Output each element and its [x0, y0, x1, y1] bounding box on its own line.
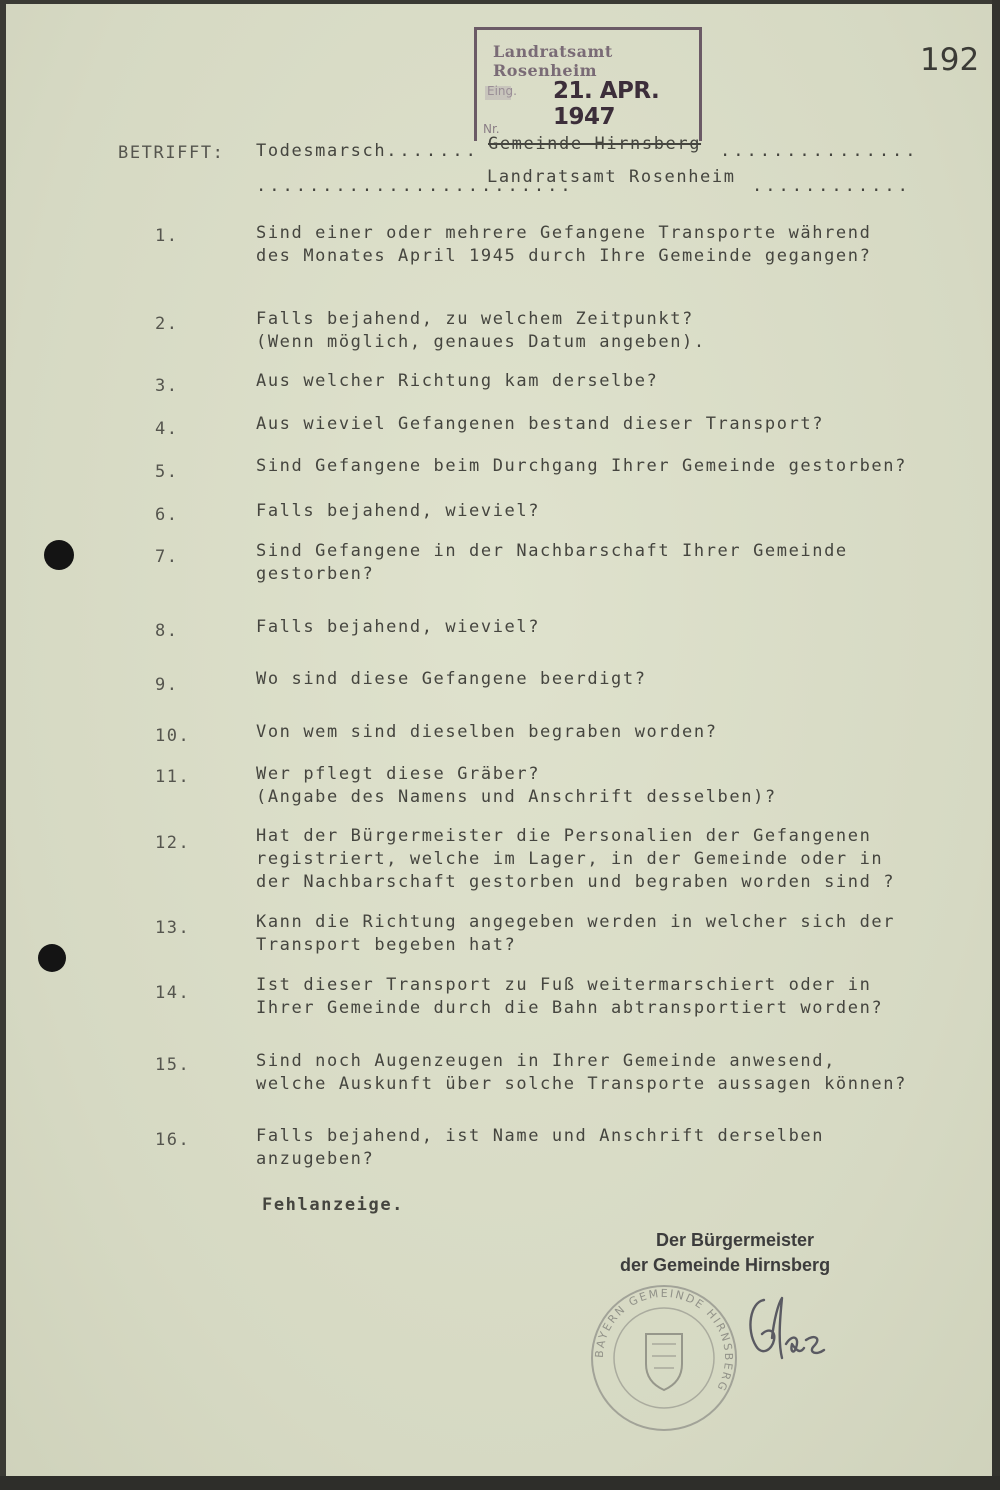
- stamp-office: Landratsamt Rosenheim: [493, 42, 613, 80]
- punch-hole-upper: [44, 540, 74, 570]
- question-text: Aus welcher Richtung kam derselbe?: [256, 371, 659, 391]
- handwritten-signature: [742, 1290, 826, 1370]
- subject-dot-leader-right: ...............: [720, 141, 919, 161]
- question-number: 6.: [155, 505, 179, 525]
- question-text: Aus wieviel Gefangenen bestand dieser Transport?: [256, 414, 825, 434]
- question-text: Ist dieser Transport zu Fuß weitermarschiert oder in Ihrer Gemeinde durch die Bahn abtransportiert worden?: [256, 975, 884, 1018]
- question-text: Von wem sind dieselben begraben worden?: [256, 722, 718, 742]
- question-text: Wer pflegt diese Gräber? (Angabe des Namens und Anschrift desselben)?: [256, 764, 777, 807]
- punch-hole-lower: [38, 944, 66, 972]
- subject-label: BETRIFFT:: [118, 143, 225, 163]
- question-number: 9.: [155, 675, 179, 695]
- mayor-title: Der Bürgermeister: [656, 1230, 815, 1250]
- municipality-line: der Gemeinde Hirnsberg: [620, 1255, 831, 1275]
- question-text: Sind noch Augenzeugen in Ihrer Gemeinde anwesend, welche Auskunft über solche Transporte aussagen können?: [256, 1051, 907, 1094]
- subject-municipality: Gemeinde Hirnsberg: [488, 134, 702, 154]
- subject-dot-leader-third: ............: [752, 176, 911, 196]
- stamp-eing-label: Eing.: [487, 84, 517, 98]
- subject-dot-leader-second: ........................: [256, 176, 574, 196]
- question-text: Wo sind diese Gefangene beerdigt?: [256, 669, 647, 689]
- seal-text: BAYERN GEMEINDE HIRNSBERG: [592, 1286, 736, 1395]
- dot-leader: .......: [386, 141, 479, 161]
- stamp-nr-label: Nr.: [483, 122, 500, 136]
- question-text: Falls bejahend, wieviel?: [256, 617, 541, 637]
- receipt-stamp: [474, 27, 702, 141]
- question-text: Falls bejahend, wieviel?: [256, 501, 541, 521]
- question-number: 8.: [155, 621, 179, 641]
- question-number: 5.: [155, 462, 179, 482]
- question-number: 3.: [155, 376, 179, 396]
- question-number: 15.: [155, 1055, 191, 1075]
- scan-edge-right: [992, 0, 1000, 1490]
- subject-authority: Landratsamt Rosenheim: [487, 167, 736, 187]
- subject-topic: [256, 141, 479, 161]
- question-text: Kann die Richtung angegeben werden in welcher sich der Transport begeben hat?: [256, 912, 896, 955]
- question-text: Hat der Bürgermeister die Personalien der Gefangenen registriert, welche im Lager, in der Gemeinde oder in der Nachbarschaft gestorben und begraben worden sind ?: [256, 826, 896, 892]
- question-text: Sind Gefangene in der Nachbarschaft Ihrer Gemeinde gestorben?: [256, 541, 848, 584]
- question-number: 14.: [155, 983, 191, 1003]
- page-number: 192: [920, 42, 980, 78]
- svg-text:BAYERN GEMEINDE HIRNSBERG: [593, 1287, 735, 1394]
- question-text: Sind Gefangene beim Durchgang Ihrer Gemeinde gestorben?: [256, 456, 907, 476]
- question-number: 13.: [155, 918, 191, 938]
- subject-topic-text: Todesmarsch: [256, 141, 387, 161]
- scan-edge-left: [0, 0, 6, 1490]
- response-text: Fehlanzeige.: [262, 1195, 405, 1215]
- municipal-seal: [588, 1282, 740, 1434]
- question-number: 12.: [155, 833, 191, 853]
- question-number: 1.: [155, 226, 179, 246]
- scan-edge-top: [0, 0, 1000, 4]
- signature-block: [620, 1230, 830, 1276]
- stamp-date: 21. APR. 1947: [553, 78, 660, 130]
- question-number: 4.: [155, 419, 179, 439]
- question-number: 11.: [155, 767, 191, 787]
- question-number: 10.: [155, 726, 191, 746]
- scan-edge-bottom: [0, 1476, 1000, 1490]
- question-number: 16.: [155, 1130, 191, 1150]
- question-number: 7.: [155, 547, 179, 567]
- question-number: 2.: [155, 314, 179, 334]
- question-text: Falls bejahend, ist Name und Anschrift derselben anzugeben?: [256, 1126, 825, 1169]
- question-text: Falls bejahend, zu welchem Zeitpunkt? (Wenn möglich, genaues Datum angeben).: [256, 309, 706, 352]
- question-text: Sind einer oder mehrere Gefangene Transporte während des Monates April 1945 durch Ihre Gemeinde gegangen?: [256, 223, 872, 266]
